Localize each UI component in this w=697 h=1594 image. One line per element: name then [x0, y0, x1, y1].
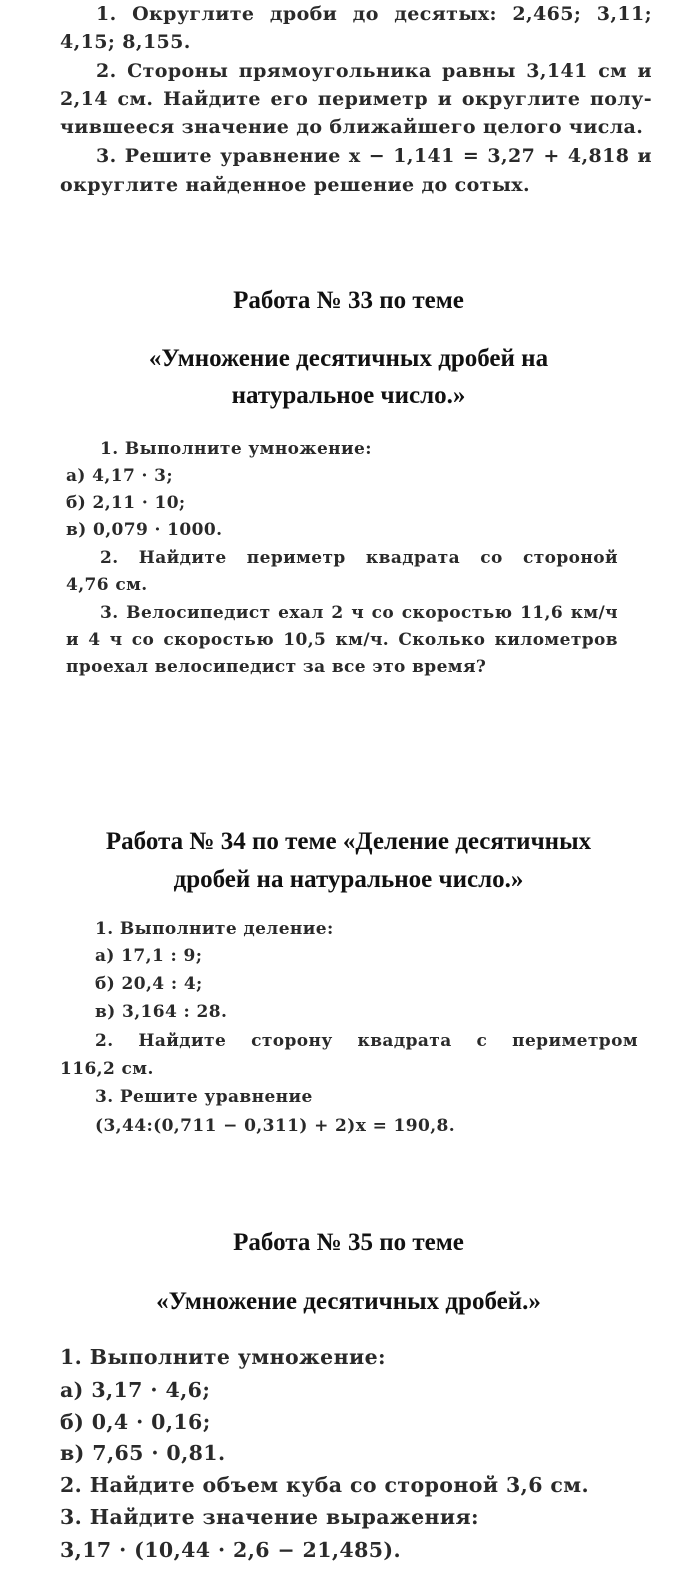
task-line: а) 17,1 : 9;: [95, 946, 203, 966]
task-line: 1. Округлите дроби до десятых: 2,465; 3,11;: [96, 3, 652, 25]
task-line: 3. Решите уравнение: [95, 1087, 313, 1107]
task-line: округлите найденное решение до сотых.: [60, 174, 531, 196]
task-line: (3,44:(0,711 − 0,311) + 2)x = 190,8.: [95, 1116, 456, 1136]
task-line: в) 3,164 : 28.: [95, 1002, 228, 1022]
task-line: чившееся значение до ближайшего целого числа.: [60, 116, 644, 138]
task-line: б) 20,4 : 4;: [95, 974, 203, 994]
task-line: 2. Найдите объем куба со стороной 3,6 см.: [60, 1473, 590, 1497]
task-line: в) 0,079 · 1000.: [66, 520, 223, 540]
task-line: 4,15; 8,155.: [60, 31, 191, 53]
task-line: проехал велосипедист за все это время?: [66, 657, 487, 677]
task-line: а) 3,17 · 4,6;: [60, 1378, 211, 1402]
work-34-topic: дробей на натуральное число.»: [173, 866, 524, 893]
task-line: 2,14 см. Найдите его периметр и округлите полу-: [60, 88, 652, 110]
task-line: 116,2 см.: [60, 1059, 154, 1079]
task-line: 2. Найдите сторону квадрата с периметром: [95, 1031, 638, 1051]
task-line: 4,76 см.: [66, 575, 148, 595]
task-line: а) 4,17 · 3;: [66, 466, 174, 486]
work-33-title: Работа № 33 по теме: [233, 287, 464, 314]
work-35-topic: «Умножение десятичных дробей.»: [156, 1288, 541, 1315]
task-line: 3. Найдите значение выражения:: [60, 1505, 480, 1529]
work-35-title: Работа № 35 по теме: [233, 1229, 464, 1256]
task-line: 1. Выполните деление:: [95, 919, 334, 939]
task-line: 3. Решите уравнение x − 1,141 = 3,27 + 4,818 и: [96, 145, 652, 167]
task-line: 1. Выполните умножение:: [60, 1345, 387, 1369]
task-line: и 4 ч со скоростью 10,5 км/ч. Сколько километров: [66, 630, 618, 650]
task-line: 2. Стороны прямоугольника равны 3,141 см и: [96, 60, 652, 82]
work-34-title: Работа № 34 по теме «Деление десятичных: [105, 828, 592, 855]
task-line: 2. Найдите периметр квадрата со стороной: [100, 548, 618, 568]
task-line: б) 0,4 · 0,16;: [60, 1410, 211, 1434]
task-line: 1. Выполните умножение:: [100, 439, 372, 459]
work-33-topic: натуральное число.»: [231, 382, 466, 409]
task-line: 3,17 · (10,44 · 2,6 − 21,485).: [60, 1538, 402, 1562]
task-line: б) 2,11 · 10;: [66, 493, 186, 513]
work-33-topic: «Умножение десятичных дробей на: [148, 345, 549, 372]
task-line: 3. Велосипедист ехал 2 ч со скоростью 11,6 км/ч: [100, 603, 618, 623]
task-line: в) 7,65 · 0,81.: [60, 1441, 226, 1465]
